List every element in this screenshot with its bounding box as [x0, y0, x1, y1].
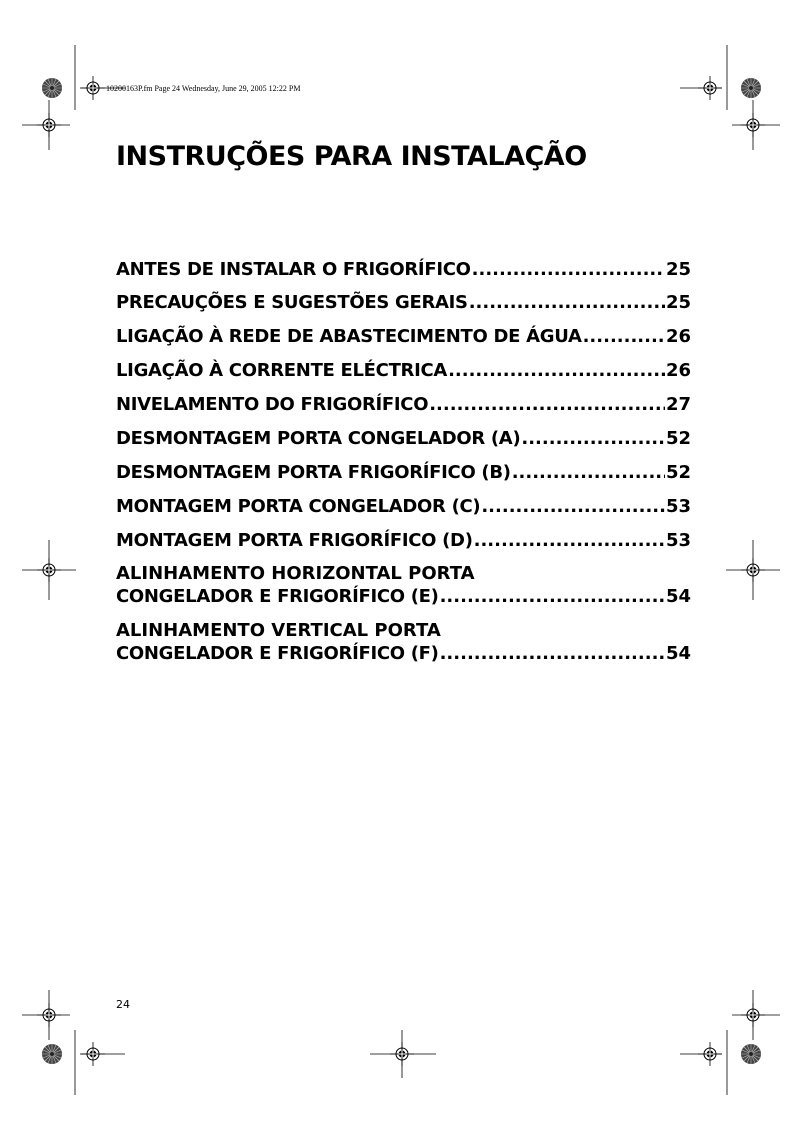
- toc-entry[interactable]: [116, 529, 691, 552]
- toc-entry[interactable]: [116, 359, 691, 382]
- page-title: INSTRUÇÕES PARA INSTALAÇÃO: [116, 141, 587, 172]
- toc-entry-title: ANTES DE INSTALAR O FRIGORÍFICO: [116, 259, 471, 280]
- toc-entry[interactable]: [116, 393, 691, 416]
- page-number: 24: [116, 998, 130, 1011]
- toc-entry-title: DESMONTAGEM PORTA CONGELADOR (A): [116, 428, 521, 449]
- toc-entry-title: DESMONTAGEM PORTA FRIGORÍFICO (B): [116, 462, 511, 483]
- toc-page-number: 26: [665, 360, 691, 381]
- toc-entry[interactable]: [116, 258, 691, 281]
- toc-page-number: 25: [665, 292, 691, 313]
- toc-page-number: 53: [665, 496, 691, 517]
- toc-page-number: 25: [665, 259, 691, 280]
- crop-mark-bottom-left: [22, 990, 125, 1095]
- toc-page-number: 54: [665, 586, 691, 607]
- toc-entry[interactable]: [116, 562, 691, 608]
- toc-entry-title: LIGAÇÃO À REDE DE ABASTECIMENTO DE ÁGUA: [116, 326, 582, 347]
- toc-entry-title: CONGELADOR E FRIGORÍFICO (F): [116, 643, 439, 664]
- crop-mark-middle-left: [22, 540, 76, 600]
- toc-entry-title: MONTAGEM PORTA CONGELADOR (C): [116, 496, 481, 517]
- crop-mark-top-right: [680, 45, 780, 150]
- toc-page-number: 26: [665, 326, 691, 347]
- crop-mark-bottom-center: [370, 1030, 436, 1078]
- toc-entry[interactable]: [116, 461, 691, 484]
- toc-dot-leader: [512, 461, 665, 484]
- toc-dot-leader: [469, 291, 665, 314]
- crop-mark-middle-right: [726, 540, 780, 600]
- toc-dot-leader: [440, 642, 665, 665]
- toc-entry-title: LIGAÇÃO À CORRENTE ELÉCTRICA: [116, 360, 448, 381]
- toc-dot-leader: [481, 495, 665, 518]
- toc-entry-title: PRECAUÇÕES E SUGESTÕES GERAIS: [116, 292, 468, 313]
- toc-entry[interactable]: [116, 291, 691, 314]
- toc-dot-leader: [448, 359, 665, 382]
- crop-mark-bottom-right: [680, 990, 780, 1095]
- toc-dot-leader: [474, 529, 665, 552]
- toc-page-number: 54: [665, 643, 691, 664]
- toc-dot-leader: [429, 393, 665, 416]
- toc-entry[interactable]: [116, 619, 691, 665]
- toc-entry[interactable]: [116, 325, 691, 348]
- toc-dot-leader: [440, 585, 665, 608]
- toc-dot-leader: [521, 427, 665, 450]
- toc-entry-title: NIVELAMENTO DO FRIGORÍFICO: [116, 394, 429, 415]
- toc-entry-title-line1: ALINHAMENTO HORIZONTAL PORTA: [116, 563, 475, 584]
- toc-page-number: 52: [665, 428, 691, 449]
- toc-dot-leader: [472, 258, 665, 281]
- file-info-header: 10200163P.fm Page 24 Wednesday, June 29, 2005 12:22 PM: [106, 84, 301, 93]
- toc-entry[interactable]: [116, 427, 691, 450]
- toc-dot-leader: [583, 325, 665, 348]
- toc-entry-title: CONGELADOR E FRIGORÍFICO (E): [116, 586, 439, 607]
- toc-entry-title-line1: ALINHAMENTO VERTICAL PORTA: [116, 620, 441, 641]
- crop-mark-top-left: [22, 45, 125, 150]
- toc-page-number: 52: [665, 462, 691, 483]
- toc-page-number: 27: [665, 394, 691, 415]
- toc-page-number: 53: [665, 530, 691, 551]
- toc-entry-title: MONTAGEM PORTA FRIGORÍFICO (D): [116, 530, 473, 551]
- toc-entry[interactable]: [116, 495, 691, 518]
